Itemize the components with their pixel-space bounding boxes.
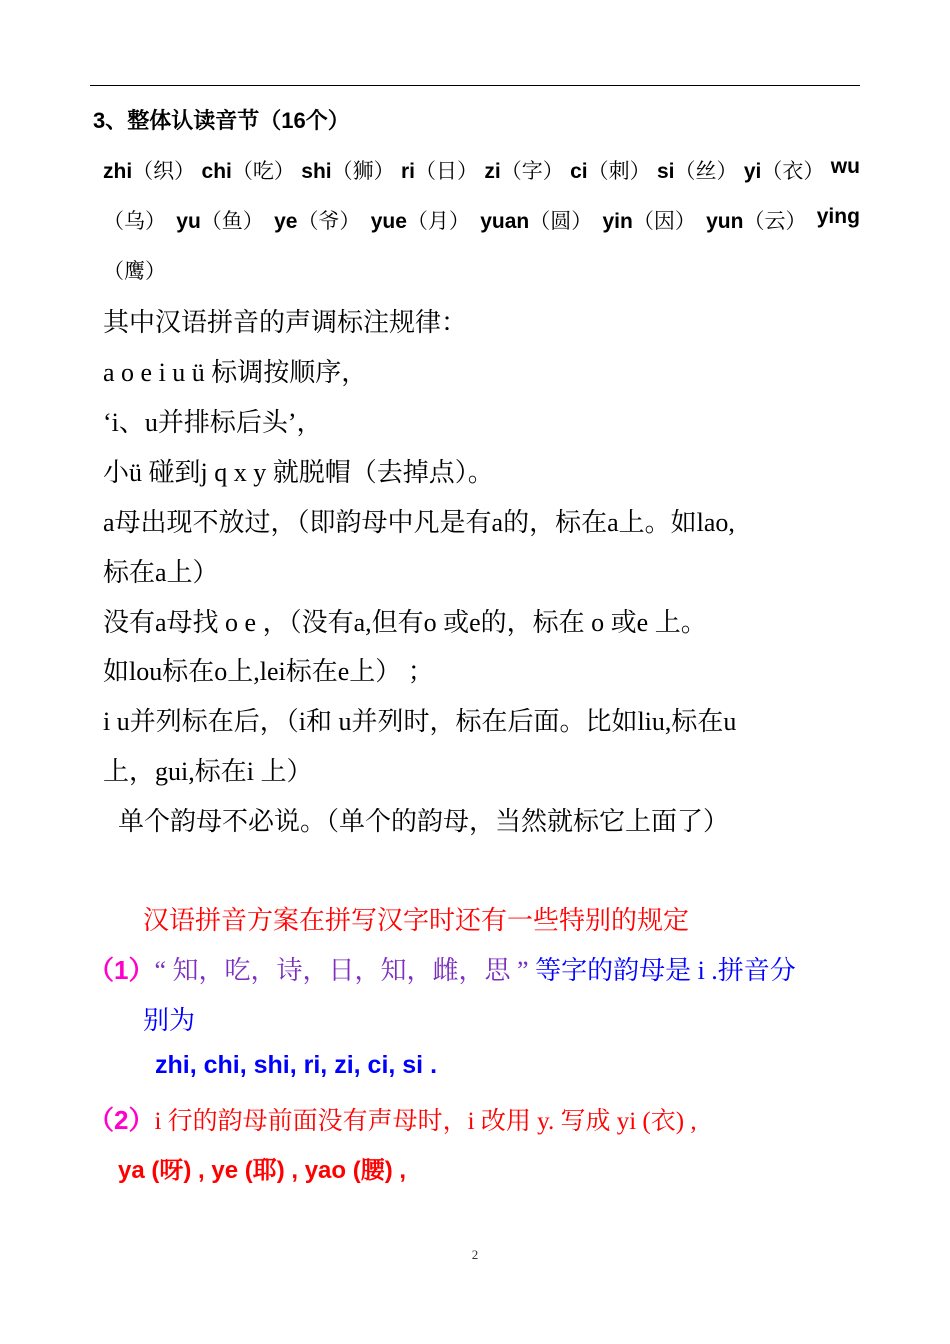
special-rules-title: 汉语拼音方案在拼写汉字时还有一些特别的规定 <box>143 906 690 935</box>
syllable-item <box>570 155 651 185</box>
syllable-item <box>657 155 738 185</box>
rule-line: i u并列标在后，（i和 u并列时，标在后面。比如liu,标在u <box>103 707 737 736</box>
header-rule <box>90 85 860 86</box>
syllable-pinyin: zi <box>484 160 501 183</box>
syllable-pinyin: ri <box>400 160 415 183</box>
syllable-pinyin: yuan <box>480 210 530 233</box>
syllable-row-1 <box>103 155 860 185</box>
rule-line: ‘i、u并排标后头’， <box>103 408 323 437</box>
special-item-1 <box>88 950 796 987</box>
syllable-item <box>371 205 470 235</box>
syllable-item <box>301 155 394 185</box>
syllable-item <box>274 205 360 235</box>
syllable-character: （丝） <box>674 160 738 183</box>
syllable-pinyin: wu <box>830 155 860 178</box>
syllable-item <box>401 155 478 185</box>
syllable-character: （圆） <box>529 210 593 233</box>
rule-line: 如lou标在o上,lei标在e上） ； <box>103 657 434 686</box>
syllable-character: （因） <box>632 210 696 233</box>
syllable-character: （织） <box>132 160 196 183</box>
item-text: i 行的韵母前面没有声母时，i 改用 y. 写成 yi (衣) , <box>154 1108 697 1135</box>
item-number: （1） <box>88 955 155 985</box>
syllable-item <box>103 155 195 185</box>
rule-line: a母出现不放过，（即韵母中凡是有a的，标在a上。如lao, <box>103 508 735 537</box>
syllable-pinyin: zhi <box>103 160 133 183</box>
syllable-character: （刺） <box>587 160 651 183</box>
rule-line: 没有a母找 o e ，（没有a,但有o 或e的，标在 o 或e 上。 <box>103 608 707 637</box>
rule-line: a o e i u ü 标调按顺序， <box>103 358 368 387</box>
syllable-item <box>602 205 695 235</box>
syllable-item <box>176 205 264 235</box>
syllable-pinyin: ye <box>274 210 298 233</box>
section-heading: 3、整体认读音节（16个） <box>93 108 350 133</box>
rules-intro: 其中汉语拼音的声调标注规律： <box>103 308 468 337</box>
special-item-1-cont: 别为 <box>143 1006 196 1035</box>
syllable-item <box>480 205 592 235</box>
syllable-character: （吃） <box>231 160 295 183</box>
syllable-character: （爷） <box>297 210 361 233</box>
syllable-item <box>484 155 563 185</box>
syllable-character: （鱼） <box>200 210 264 233</box>
syllable-character: （月） <box>406 210 470 233</box>
rule-line: 小ü 碰到j q x y 就脱帽（去掉点）。 <box>103 458 494 487</box>
syllable-character: （狮） <box>331 160 395 183</box>
special-item-2 <box>88 1100 697 1137</box>
syllable-pinyin: yun <box>706 210 744 233</box>
item-number: （2） <box>88 1105 155 1135</box>
syllable-pinyin: ying <box>816 205 860 228</box>
syllable-row-2 <box>103 205 860 235</box>
syllable-item <box>202 155 295 185</box>
special-item-1-pinyin: zhi, chi, shi, ri, zi, ci, si . <box>155 1051 438 1079</box>
item-text: 等字的韵母是 i .拼音分 <box>528 956 796 985</box>
syllable-pinyin: yu <box>176 210 201 233</box>
syllable-pinyin: yin <box>602 210 633 233</box>
syllable-item <box>706 205 806 235</box>
rule-line: 上，gui,标在i 上） <box>103 757 313 786</box>
syllable-pinyin: shi <box>301 160 332 183</box>
syllable-item <box>817 205 860 235</box>
syllable-pinyin: si <box>656 160 675 183</box>
page-number: 2 <box>471 1247 479 1262</box>
syllable-pinyin: yi <box>743 160 762 183</box>
syllable-character: （字） <box>500 160 564 183</box>
special-item-2-cont: ya (呀) , ye (耶) , yao (腰) , <box>118 1157 407 1184</box>
syllable-pinyin: chi <box>201 160 232 183</box>
syllable-pinyin: yue <box>370 210 407 233</box>
syllable-item <box>103 205 166 235</box>
syllable-character: （乌） <box>103 210 166 233</box>
syllable-character: （云） <box>743 210 807 233</box>
syllable-item <box>744 155 825 185</box>
syllable-pinyin: ci <box>570 160 588 183</box>
rule-line: 标在a上） <box>103 558 219 587</box>
item-quote: “ 知，吃，诗，日，知，雌，思 ” <box>154 956 529 985</box>
syllable-row-3: （鹰） <box>103 260 166 283</box>
syllable-character: （衣） <box>761 160 825 183</box>
syllable-item <box>831 155 860 185</box>
rule-line: 单个韵母不必说。（单个的韵母，当然就标它上面了） <box>118 807 730 836</box>
syllable-character: （日） <box>415 160 478 183</box>
